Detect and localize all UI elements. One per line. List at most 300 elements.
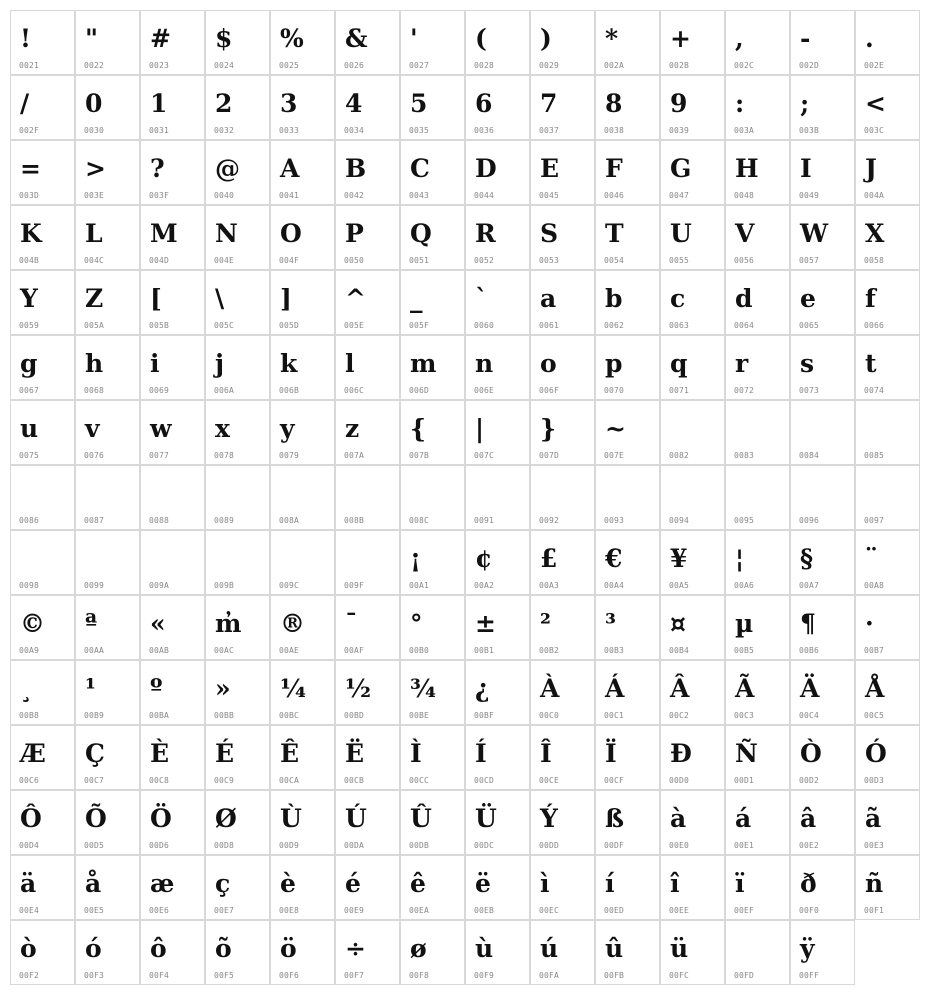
glyph-cell — [270, 530, 335, 595]
glyph-codepoint: 00AE — [279, 646, 300, 655]
glyph-codepoint: 0058 — [864, 256, 885, 265]
glyph-cell — [270, 725, 335, 790]
glyph-char: - — [800, 24, 811, 53]
glyph-char: ¾ — [410, 674, 437, 703]
glyph-cell — [10, 790, 75, 855]
glyph-char: / — [20, 89, 30, 118]
glyph-codepoint: 002D — [799, 61, 820, 70]
glyph-codepoint: 009F — [344, 581, 365, 590]
glyph-codepoint: 0036 — [474, 126, 495, 135]
glyph-codepoint: 0096 — [799, 516, 820, 525]
glyph-codepoint: 004A — [864, 191, 885, 200]
glyph-cell — [790, 855, 855, 920]
glyph-cell — [725, 140, 790, 205]
glyph-cell — [595, 790, 660, 855]
glyph-char: H — [735, 154, 759, 183]
glyph-cell — [10, 335, 75, 400]
glyph-cell — [205, 790, 270, 855]
glyph-char: C — [410, 154, 430, 183]
glyph-cell — [140, 725, 205, 790]
glyph-char: q — [670, 349, 688, 378]
glyph-char: á — [735, 804, 752, 833]
glyph-cell — [725, 595, 790, 660]
glyph-char: f — [865, 284, 876, 313]
glyph-char: § — [800, 544, 814, 573]
glyph-char: ~ — [605, 414, 626, 443]
glyph-char: ç — [215, 869, 231, 898]
glyph-codepoint: 0079 — [279, 451, 300, 460]
glyph-codepoint: 00B9 — [84, 711, 105, 720]
glyph-cell — [530, 725, 595, 790]
glyph-char: Ã — [735, 674, 755, 703]
glyph-char: õ — [215, 934, 232, 963]
glyph-cell — [140, 790, 205, 855]
glyph-cell — [465, 400, 530, 465]
glyph-char: $ — [215, 24, 233, 53]
glyph-char: 8 — [605, 89, 623, 118]
glyph-char: Õ — [85, 804, 107, 833]
glyph-char: ½ — [345, 674, 372, 703]
glyph-codepoint: 0027 — [409, 61, 430, 70]
glyph-cell — [855, 465, 920, 530]
glyph-codepoint: 00DD — [539, 841, 560, 850]
glyph-codepoint: 0043 — [409, 191, 430, 200]
glyph-char: ¹ — [85, 674, 96, 703]
glyph-cell — [790, 725, 855, 790]
glyph-char: Ö — [150, 804, 172, 833]
glyph-char: ñ — [865, 869, 884, 898]
glyph-cell — [335, 270, 400, 335]
glyph-cell — [530, 270, 595, 335]
glyph-codepoint: 0074 — [864, 386, 885, 395]
glyph-char: ¤ — [670, 609, 686, 638]
glyph-char: m — [410, 349, 437, 378]
glyph-cell — [660, 75, 725, 140]
glyph-char: _ — [410, 284, 423, 313]
glyph-cell — [725, 660, 790, 725]
glyph-codepoint: 007E — [604, 451, 625, 460]
glyph-codepoint: 00BD — [344, 711, 365, 720]
glyph-cell — [75, 855, 140, 920]
glyph-char: ^ — [345, 284, 366, 313]
glyph-codepoint: 003E — [84, 191, 105, 200]
glyph-grid — [10, 10, 920, 985]
glyph-cell — [530, 140, 595, 205]
glyph-cell — [855, 205, 920, 270]
glyph-codepoint: 00BB — [214, 711, 235, 720]
glyph-cell — [400, 140, 465, 205]
glyph-char: 9 — [670, 89, 688, 118]
glyph-codepoint: 0065 — [799, 321, 820, 330]
glyph-codepoint: 0091 — [474, 516, 495, 525]
glyph-cell — [530, 465, 595, 530]
glyph-codepoint: 00DB — [409, 841, 430, 850]
glyph-cell — [790, 660, 855, 725]
glyph-codepoint: 0097 — [864, 516, 885, 525]
glyph-char: ß — [605, 804, 624, 833]
glyph-cell — [530, 790, 595, 855]
glyph-cell — [140, 530, 205, 595]
glyph-cell — [400, 660, 465, 725]
glyph-char: k — [280, 349, 298, 378]
glyph-codepoint: 00F3 — [84, 971, 105, 980]
glyph-char: b — [605, 284, 623, 313]
glyph-cell — [465, 465, 530, 530]
glyph-char: ü — [670, 934, 689, 963]
glyph-codepoint: 004B — [19, 256, 40, 265]
glyph-char: 1 — [150, 89, 168, 118]
glyph-codepoint: 009B — [214, 581, 235, 590]
glyph-cell — [790, 465, 855, 530]
glyph-codepoint: 0059 — [19, 321, 40, 330]
glyph-codepoint: 0051 — [409, 256, 430, 265]
glyph-cell — [335, 530, 400, 595]
glyph-codepoint: 00E8 — [279, 906, 300, 915]
glyph-cell — [660, 530, 725, 595]
glyph-cell — [855, 400, 920, 465]
glyph-char: ) — [540, 24, 552, 53]
glyph-char: · — [865, 609, 874, 638]
glyph-codepoint: 00CF — [604, 776, 625, 785]
glyph-codepoint: 0075 — [19, 451, 40, 460]
glyph-codepoint: 00E5 — [84, 906, 105, 915]
glyph-cell — [465, 725, 530, 790]
glyph-char: Ò — [800, 739, 822, 768]
glyph-codepoint: 005E — [344, 321, 365, 330]
glyph-codepoint: 00C4 — [799, 711, 820, 720]
glyph-char: D — [475, 154, 497, 183]
glyph-char: B — [345, 154, 367, 183]
glyph-cell — [595, 530, 660, 595]
glyph-cell — [790, 790, 855, 855]
glyph-cell — [270, 790, 335, 855]
glyph-codepoint: 00CE — [539, 776, 560, 785]
glyph-char: i — [150, 349, 160, 378]
glyph-char: ` — [475, 284, 488, 313]
glyph-codepoint: 002C — [734, 61, 755, 70]
glyph-cell — [140, 335, 205, 400]
glyph-char: Ô — [20, 804, 42, 833]
glyph-cell — [205, 205, 270, 270]
glyph-char: I — [800, 154, 812, 183]
glyph-codepoint: 0038 — [604, 126, 625, 135]
glyph-char: V — [735, 219, 755, 248]
glyph-char: å — [85, 869, 102, 898]
glyph-codepoint: 0049 — [799, 191, 820, 200]
glyph-codepoint: 00CD — [474, 776, 495, 785]
glyph-cell — [335, 660, 400, 725]
glyph-cell — [595, 270, 660, 335]
glyph-char: © — [20, 609, 45, 638]
glyph-cell — [335, 400, 400, 465]
glyph-char: " — [85, 24, 99, 53]
glyph-char: & — [345, 24, 368, 53]
glyph-char: Æ — [20, 739, 46, 768]
glyph-cell — [140, 205, 205, 270]
glyph-char: Á — [605, 674, 625, 703]
glyph-char: # — [150, 24, 171, 53]
glyph-cell — [335, 335, 400, 400]
glyph-cell — [465, 205, 530, 270]
glyph-codepoint: 00D1 — [734, 776, 755, 785]
glyph-codepoint: 00DC — [474, 841, 495, 850]
glyph-codepoint: 00D0 — [669, 776, 690, 785]
glyph-codepoint: 00D3 — [864, 776, 885, 785]
glyph-cell — [10, 75, 75, 140]
glyph-codepoint: 002F — [19, 126, 40, 135]
glyph-cell — [75, 660, 140, 725]
glyph-cell — [790, 335, 855, 400]
glyph-codepoint: 00F4 — [149, 971, 170, 980]
glyph-codepoint: 0095 — [734, 516, 755, 525]
glyph-cell — [270, 660, 335, 725]
glyph-codepoint: 00E1 — [734, 841, 755, 850]
glyph-cell — [465, 75, 530, 140]
glyph-char: æ — [150, 869, 175, 898]
glyph-cell — [725, 75, 790, 140]
glyph-char: ³ — [605, 609, 616, 638]
glyph-char: E — [540, 154, 560, 183]
glyph-char: ² — [540, 609, 551, 638]
glyph-codepoint: 00D2 — [799, 776, 820, 785]
glyph-char: K — [20, 219, 42, 248]
glyph-char: o — [540, 349, 557, 378]
glyph-codepoint: 004E — [214, 256, 235, 265]
glyph-codepoint: 0099 — [84, 581, 105, 590]
glyph-codepoint: 00F2 — [19, 971, 40, 980]
glyph-cell — [465, 270, 530, 335]
glyph-cell — [595, 595, 660, 660]
glyph-codepoint: 0063 — [669, 321, 690, 330]
glyph-char: : — [735, 89, 745, 118]
glyph-codepoint: 003F — [149, 191, 170, 200]
glyph-char: ô — [150, 934, 167, 963]
glyph-codepoint: 008C — [409, 516, 430, 525]
glyph-codepoint: 0084 — [799, 451, 820, 460]
glyph-cell — [855, 790, 920, 855]
glyph-cell — [400, 855, 465, 920]
glyph-codepoint: 007D — [539, 451, 560, 460]
glyph-cell — [270, 920, 335, 985]
glyph-cell — [400, 725, 465, 790]
glyph-cell — [10, 205, 75, 270]
glyph-cell — [10, 595, 75, 660]
glyph-codepoint: 00D5 — [84, 841, 105, 850]
glyph-codepoint: 00D6 — [149, 841, 170, 850]
glyph-codepoint: 0029 — [539, 61, 560, 70]
glyph-cell — [10, 465, 75, 530]
glyph-cell — [400, 595, 465, 660]
glyph-codepoint: 00FD — [734, 971, 755, 980]
glyph-cell — [270, 10, 335, 75]
glyph-char: € — [605, 544, 623, 573]
glyph-codepoint: 004F — [279, 256, 300, 265]
glyph-codepoint: 0053 — [539, 256, 560, 265]
glyph-codepoint: 008B — [344, 516, 365, 525]
glyph-codepoint: 00CB — [344, 776, 365, 785]
glyph-codepoint: 0066 — [864, 321, 885, 330]
glyph-codepoint: 0047 — [669, 191, 690, 200]
glyph-codepoint: 0073 — [799, 386, 820, 395]
glyph-codepoint: 0069 — [149, 386, 170, 395]
glyph-codepoint: 00F8 — [409, 971, 430, 980]
glyph-codepoint: 0094 — [669, 516, 690, 525]
glyph-cell — [270, 335, 335, 400]
glyph-cell — [725, 530, 790, 595]
glyph-char: ? — [150, 154, 165, 183]
glyph-codepoint: 0068 — [84, 386, 105, 395]
glyph-codepoint: 0086 — [19, 516, 40, 525]
glyph-char: U — [670, 219, 692, 248]
glyph-codepoint: 0076 — [84, 451, 105, 460]
glyph-cell — [530, 920, 595, 985]
glyph-char: r — [735, 349, 749, 378]
glyph-cell — [400, 400, 465, 465]
glyph-codepoint: 0054 — [604, 256, 625, 265]
glyph-char: ÿ — [800, 934, 815, 963]
glyph-cell — [595, 465, 660, 530]
glyph-char: X — [865, 219, 885, 248]
glyph-codepoint: 004D — [149, 256, 170, 265]
glyph-codepoint: 008A — [279, 516, 300, 525]
glyph-codepoint: 002E — [864, 61, 885, 70]
glyph-cell — [725, 790, 790, 855]
glyph-cell — [660, 335, 725, 400]
glyph-char: ø — [410, 934, 427, 963]
glyph-cell — [465, 140, 530, 205]
glyph-char: Ø — [215, 804, 237, 833]
glyph-char: À — [540, 674, 560, 703]
glyph-char: 4 — [345, 89, 363, 118]
glyph-cell — [660, 10, 725, 75]
glyph-codepoint: 0045 — [539, 191, 560, 200]
glyph-cell — [530, 75, 595, 140]
glyph-codepoint: 003D — [19, 191, 40, 200]
glyph-codepoint: 00A4 — [604, 581, 625, 590]
glyph-codepoint: 00CA — [279, 776, 300, 785]
glyph-char: û — [605, 934, 624, 963]
glyph-cell — [140, 660, 205, 725]
glyph-char: ò — [20, 934, 37, 963]
glyph-cell — [335, 75, 400, 140]
glyph-cell — [595, 205, 660, 270]
glyph-cell — [75, 595, 140, 660]
glyph-cell — [790, 270, 855, 335]
glyph-codepoint: 0098 — [19, 581, 40, 590]
glyph-cell — [660, 725, 725, 790]
glyph-char: ¿ — [475, 674, 490, 703]
glyph-char: h — [85, 349, 104, 378]
glyph-codepoint: 00E4 — [19, 906, 40, 915]
glyph-char: M — [150, 219, 178, 248]
glyph-codepoint: 0024 — [214, 61, 235, 70]
glyph-cell — [660, 205, 725, 270]
glyph-char: 5 — [410, 89, 428, 118]
glyph-cell — [400, 205, 465, 270]
glyph-char: Ì — [410, 739, 422, 768]
glyph-cell — [855, 140, 920, 205]
glyph-char: º — [150, 674, 163, 703]
glyph-codepoint: 0037 — [539, 126, 560, 135]
glyph-cell — [400, 335, 465, 400]
glyph-cell — [660, 595, 725, 660]
glyph-char: ! — [20, 24, 31, 53]
glyph-cell — [335, 140, 400, 205]
glyph-char: d — [735, 284, 753, 313]
glyph-cell — [530, 335, 595, 400]
glyph-cell — [75, 725, 140, 790]
glyph-codepoint: 005D — [279, 321, 300, 330]
glyph-codepoint: 0070 — [604, 386, 625, 395]
glyph-char: e — [800, 284, 816, 313]
glyph-char: ª — [85, 609, 98, 638]
glyph-codepoint: 0031 — [149, 126, 170, 135]
glyph-codepoint: 0050 — [344, 256, 365, 265]
glyph-char: 3 — [280, 89, 298, 118]
glyph-char: í — [605, 869, 615, 898]
glyph-char: n — [475, 349, 494, 378]
glyph-codepoint: 0078 — [214, 451, 235, 460]
glyph-codepoint: 00E2 — [799, 841, 820, 850]
glyph-cell — [790, 595, 855, 660]
glyph-cell — [400, 530, 465, 595]
glyph-cell — [75, 270, 140, 335]
glyph-codepoint: 00B3 — [604, 646, 625, 655]
glyph-codepoint: 00B4 — [669, 646, 690, 655]
glyph-cell — [270, 140, 335, 205]
glyph-char: ± — [475, 609, 496, 638]
glyph-codepoint: 00C6 — [19, 776, 40, 785]
glyph-codepoint: 003B — [799, 126, 820, 135]
glyph-cell — [530, 660, 595, 725]
glyph-cell — [140, 75, 205, 140]
glyph-cell — [660, 400, 725, 465]
glyph-cell — [140, 10, 205, 75]
glyph-cell — [75, 465, 140, 530]
glyph-codepoint: 00AB — [149, 646, 170, 655]
glyph-codepoint: 0052 — [474, 256, 495, 265]
glyph-codepoint: 00B6 — [799, 646, 820, 655]
glyph-char: * — [605, 24, 619, 53]
glyph-cell — [140, 140, 205, 205]
glyph-char: ì — [540, 869, 550, 898]
glyph-codepoint: 00DA — [344, 841, 365, 850]
glyph-cell — [270, 855, 335, 920]
glyph-codepoint: 0028 — [474, 61, 495, 70]
glyph-codepoint: 00D9 — [279, 841, 300, 850]
glyph-cell — [270, 270, 335, 335]
glyph-cell — [270, 205, 335, 270]
glyph-codepoint: 00F7 — [344, 971, 365, 980]
glyph-codepoint: 0087 — [84, 516, 105, 525]
glyph-char: â — [800, 804, 817, 833]
glyph-cell — [400, 465, 465, 530]
glyph-cell — [10, 10, 75, 75]
glyph-codepoint: 006B — [279, 386, 300, 395]
glyph-codepoint: 00E6 — [149, 906, 170, 915]
glyph-codepoint: 0033 — [279, 126, 300, 135]
glyph-cell — [75, 400, 140, 465]
glyph-cell — [465, 530, 530, 595]
glyph-cell — [595, 725, 660, 790]
glyph-codepoint: 0085 — [864, 451, 885, 460]
glyph-codepoint: 00F1 — [864, 906, 885, 915]
glyph-codepoint: 0040 — [214, 191, 235, 200]
glyph-cell — [855, 725, 920, 790]
glyph-char: Ù — [280, 804, 302, 833]
glyph-char: è — [280, 869, 296, 898]
glyph-codepoint: 00C5 — [864, 711, 885, 720]
